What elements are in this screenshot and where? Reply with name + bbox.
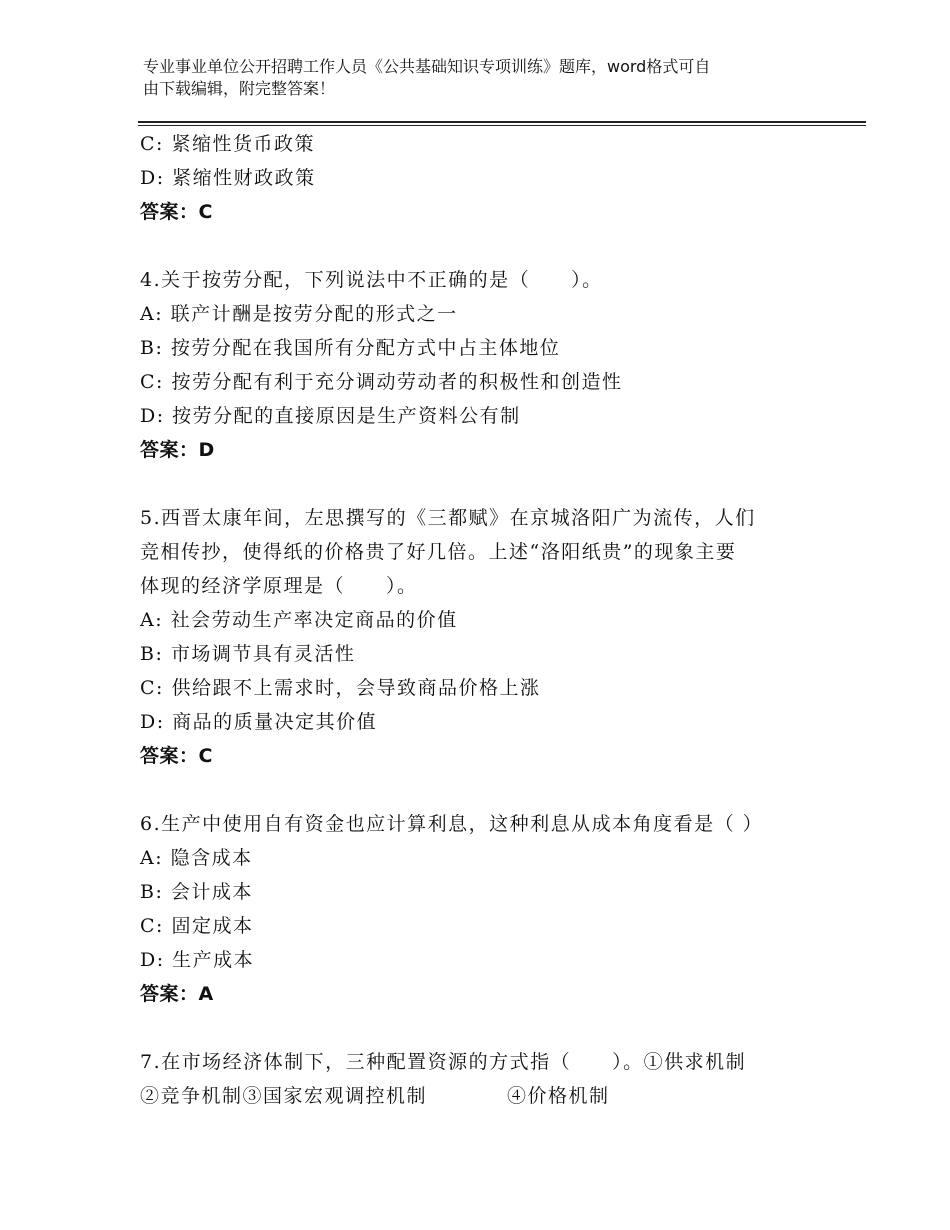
option-d: D: 按劳分配的直接原因是生产资料公有制 bbox=[140, 405, 521, 427]
option-c: C: 按劳分配有利于充分调动劳动者的积极性和创造性 bbox=[140, 371, 623, 393]
option-d: D: 生产成本 bbox=[140, 949, 255, 971]
option-b: B: 市场调节具有灵活性 bbox=[140, 643, 356, 665]
option-c: C: 紧缩性货币政策 bbox=[140, 133, 315, 155]
question-block-5 bbox=[140, 501, 820, 773]
header-line-2: 由下载编辑，附完整答案！ bbox=[143, 79, 336, 98]
option-a: A: 联产计酬是按劳分配的形式之一 bbox=[140, 303, 458, 325]
option-c: C: 供给跟不上需求时，会导致商品价格上涨 bbox=[140, 677, 541, 699]
header-divider-thick bbox=[138, 121, 866, 123]
question-block-3 bbox=[140, 127, 820, 229]
question-block-4 bbox=[140, 263, 820, 467]
stem-fragment-2: ④价格机制 bbox=[507, 1085, 610, 1107]
header-line-1: 专业事业单位公开招聘工作人员《公共基础知识专项训练》题库，word格式可自 bbox=[143, 57, 711, 76]
answer-label: 答案：D bbox=[140, 439, 215, 461]
option-c: C: 固定成本 bbox=[140, 915, 254, 937]
option-d: D: 紧缩性财政政策 bbox=[140, 167, 316, 189]
question-stem-line-2: 竞相传抄，使得纸的价格贵了好几倍。上述“洛阳纸贵”的现象主要 bbox=[140, 541, 737, 563]
question-block-7 bbox=[140, 1045, 820, 1113]
question-list bbox=[140, 127, 820, 1113]
option-a: A: 隐含成本 bbox=[140, 847, 253, 869]
question-stem-line-1: 5.西晋太康年间，左思撰写的《三都赋》在京城洛阳广为流传，人们 bbox=[140, 507, 756, 529]
question-block-6 bbox=[140, 807, 820, 1011]
answer-label: 答案：A bbox=[140, 983, 214, 1005]
question-stem-line-3: 体现的经济学原理是（ ）。 bbox=[140, 575, 418, 597]
answer-label: 答案：C bbox=[140, 201, 213, 223]
page-header bbox=[143, 56, 823, 100]
question-stem: 6.生产中使用自有资金也应计算利息，这种利息从成本角度看是（ ） bbox=[140, 813, 764, 835]
spacer bbox=[140, 467, 820, 501]
spacer bbox=[140, 229, 820, 263]
option-b: B: 按劳分配在我国所有分配方式中占主体地位 bbox=[140, 337, 561, 359]
spacer bbox=[140, 1011, 820, 1045]
question-stem-line-2 bbox=[140, 1079, 820, 1113]
option-d: D: 商品的质量决定其价值 bbox=[140, 711, 378, 733]
spacer bbox=[140, 773, 820, 807]
question-stem: 4.关于按劳分配，下列说法中不正确的是（ ）。 bbox=[140, 269, 603, 291]
header-divider-thin bbox=[138, 125, 866, 126]
stem-fragment-1: ②竞争机制③国家宏观调控机制 bbox=[140, 1085, 428, 1107]
option-a: A: 社会劳动生产率决定商品的价值 bbox=[140, 609, 458, 631]
question-stem-line-1: 7.在市场经济体制下，三种配置资源的方式指（ ）。①供求机制 bbox=[140, 1051, 747, 1073]
answer-label: 答案：C bbox=[140, 745, 213, 767]
option-b: B: 会计成本 bbox=[140, 881, 253, 903]
